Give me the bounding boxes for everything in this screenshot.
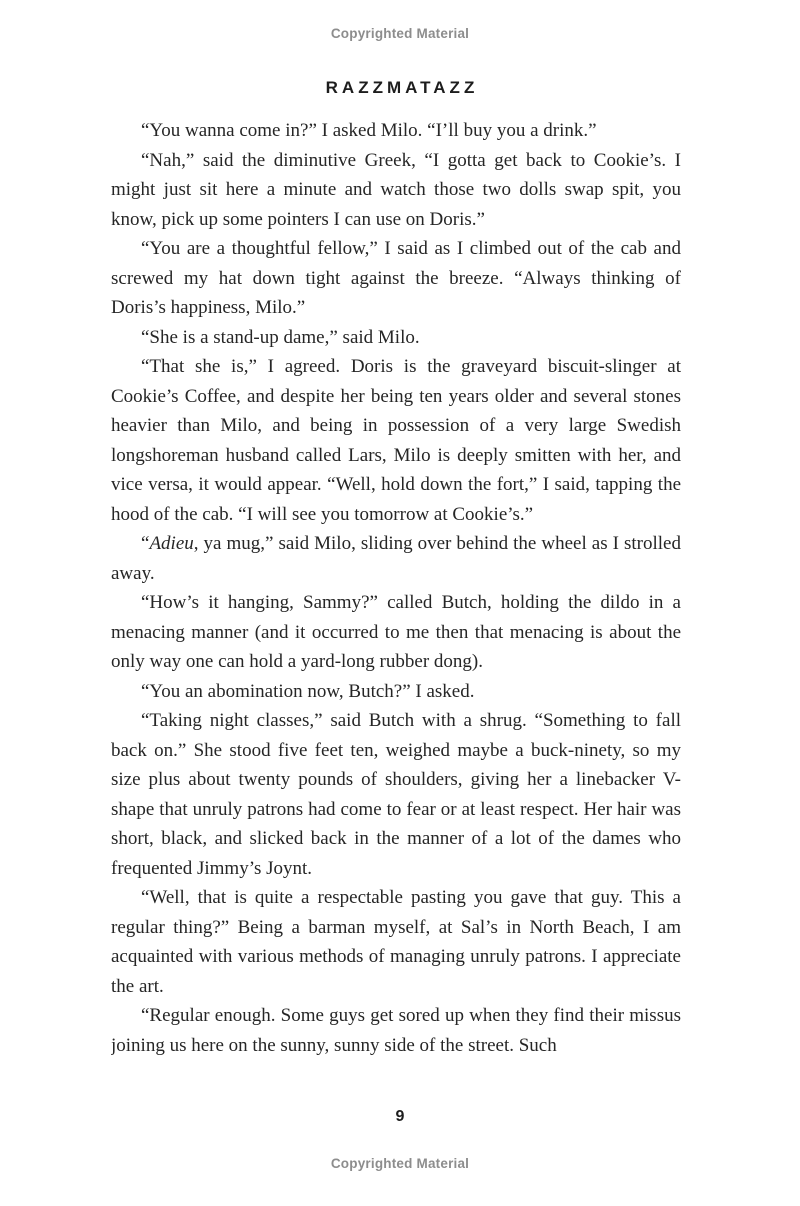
text-segment: “Nah,” said the diminutive Greek, “I gotta get back to Cookie’s. I might just sit here a minute and watch those two dolls swap spit, you know, pick up some pointers I can use on Doris.” <box>111 149 681 230</box>
italic-text-segment: Adieu <box>149 533 194 554</box>
body-text <box>111 116 681 1106</box>
chapter-title: RAZZMATAZZ <box>325 78 479 97</box>
text-segment: “Regular enough. Some guys get sored up when they find their missus joining us here on the sunny, sunny side of the street. Such <box>111 1005 681 1056</box>
text-segment: “You wanna come in?” I asked Milo. “I’ll buy you a drink.” <box>141 120 597 141</box>
paragraph <box>111 146 681 235</box>
paragraph <box>111 323 681 353</box>
text-segment: “Taking night classes,” said Butch with a shrug. “Something to fall back on.” She stood five feet ten, weighed maybe a buck-ninety, so my size plus about twenty pounds of shoulders, giving her a linebacker V-shape that unruly patrons had come to fear or at least respect. Her hair was short, black, and slicked back in the manner of a lot of the dames who frequented Jimmy’s Joynt. <box>111 710 681 879</box>
paragraph <box>111 677 681 707</box>
text-segment: “ <box>141 533 150 554</box>
paragraph <box>111 883 681 1001</box>
text-segment: “That she is,” I agreed. Doris is the graveyard biscuit-slinger at Cookie’s Coffee, and despite her being ten years older and several stones heavier than Milo, and being in possession of a very large Swedish longshoreman husband called Lars, Milo is deeply smitten with her, and vice versa, it would appear. “Well, hold down the fort,” I said, tapping the hood of the cab. “I will see you tomorrow at Cookie’s.” <box>111 356 681 525</box>
paragraph <box>111 116 681 146</box>
paragraph <box>111 706 681 883</box>
text-segment: “You an abomination now, Butch?” I asked. <box>141 680 475 702</box>
page-number: 9 <box>395 1108 405 1125</box>
paragraph <box>111 1001 681 1060</box>
text-segment: , ya mug,” said Milo, sliding over behind the wheel as I strolled away. <box>111 533 681 584</box>
text-segment: “How’s it hanging, Sammy?” called Butch, holding the dildo in a menacing manner (and it occurred to me then that menacing is about the only way one can hold a yard-long rubber dong). <box>111 592 681 672</box>
text-segment: “She is a stand-up dame,” said Milo. <box>141 326 420 348</box>
paragraph <box>111 588 681 677</box>
paragraph <box>111 234 681 323</box>
text-segment: “You are a thoughtful fellow,” I said as I climbed out of the cab and screwed my hat down tight against the breeze. “Always thinking of Doris’s happiness, Milo.” <box>111 238 681 318</box>
paragraph <box>111 529 681 588</box>
paragraph <box>111 352 681 529</box>
copyright-notice-top: Copyrighted Material <box>330 26 470 41</box>
text-segment: “Well, that is quite a respectable pasting you gave that guy. This a regular thing?” Being a barman myself, at Sal’s in North Beach, I am acquainted with various methods of managing unruly patrons. I appreciate the art. <box>111 887 681 997</box>
copyright-notice-bottom: Copyrighted Material <box>330 1156 470 1171</box>
